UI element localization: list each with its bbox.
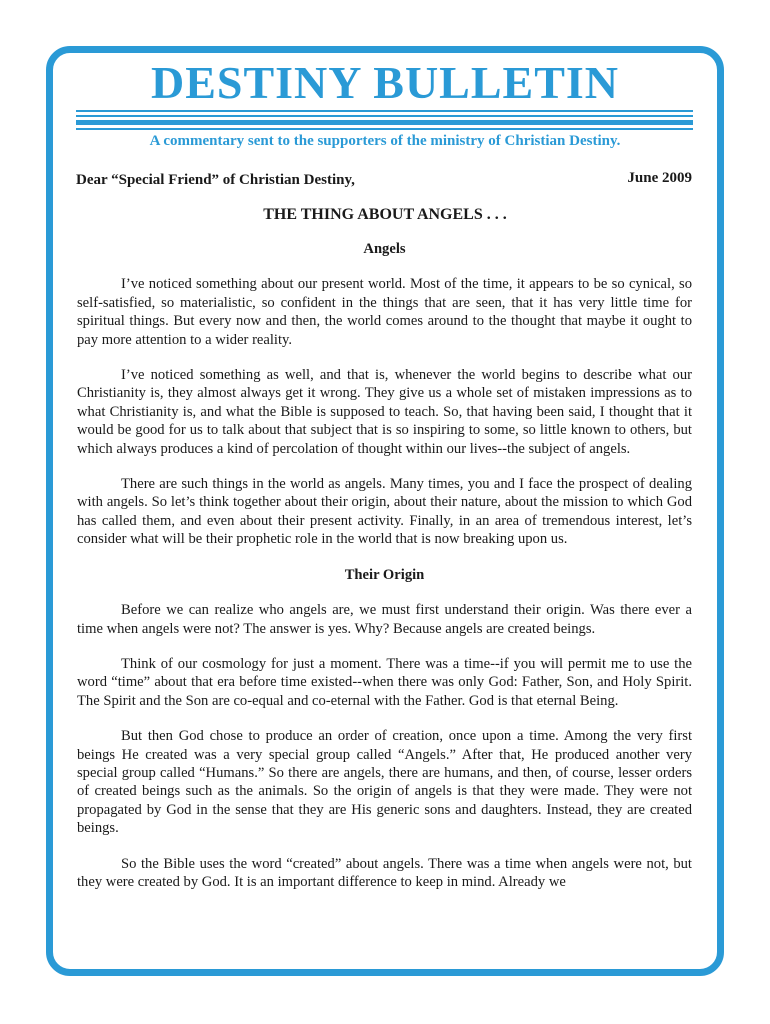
paragraph: So the Bible uses the word “created” about angels. There was a time when angels were not, but they were created by God. It is an important difference to keep in mind. Already we	[77, 855, 692, 890]
bulletin-date: June 2009	[627, 170, 692, 186]
rule-line	[76, 120, 693, 125]
bulletin-title: DESTINY BULLETIN	[150, 57, 620, 108]
paragraph: But then God chose to produce an order of creation, once upon a time. Among the very first beings He created was a very special group called “Angels.” After that, He produced another very special group called “Humans.” So there are angels, there are humans, and then, of course, lesser orders of created beings such as the animals. So the origin of angels is that they were made. They were not propagated by God in the sense that they are His generic sons and daughters. Instead, they are created beings.	[77, 728, 692, 837]
section-heading: Angels	[363, 241, 406, 257]
section-heading: Their Origin	[344, 566, 425, 583]
rule-line	[76, 110, 693, 112]
paragraph: I’ve noticed something about our present world. Most of the time, it appears to be so cynical, so self-satisfied, so materialistic, so confident in the things that are seen, that it has very little time for spiritual things. But every now and then, the world comes around to the thought that maybe it ought to pay more attention to a wider reality.	[77, 276, 692, 348]
article-body	[77, 240, 692, 908]
paragraph: There are such things in the world as angels. Many times, you and I face the prospect of dealing with angels. So let’s think together about their origin, about their nature, about the mission to which God has called them, and even about their present activity. Finally, in an area of tremendous interest, let’s consider what will be their prophetic role in the world that is now breaking upon us.	[77, 476, 692, 548]
article-heading: THE THING ABOUT ANGELS . . .	[263, 206, 507, 223]
paragraph: Before we can realize who angels are, we must first understand their origin. Was there ever a time when angels were not? The answer is yes. Why? Because angels are created beings.	[77, 602, 692, 637]
paragraph: Think of our cosmology for just a moment. There was a time--if you will permit me to use the word “time” about that era before time existed--when there was only God: Father, Son, and Holy Spirit. The Spirit and the Son are co-equal and co-eternal with the Father. God is that eternal Being.	[77, 655, 692, 709]
paragraph: I’ve noticed something as well, and that is, whenever the world begins to describe what our Christianity is, they almost always get it wrong. They give us a whole set of mistaken impressions as to what Christianity is, and what the Bible is supposed to teach. So, that having been said, I thought that it would be good for us to talk about that subject that is so inspiring to some, so little known to others, but which always produces a kind of percolation of thought within our lives--the subject of angels.	[77, 367, 692, 457]
title-rules	[76, 110, 693, 133]
rule-line	[76, 115, 693, 117]
rule-line	[76, 128, 693, 130]
bulletin-subtitle: A commentary sent to the supporters of the ministry of Christian Destiny.	[149, 133, 621, 149]
salutation: Dear “Special Friend” of Christian Destiny,	[76, 172, 355, 188]
